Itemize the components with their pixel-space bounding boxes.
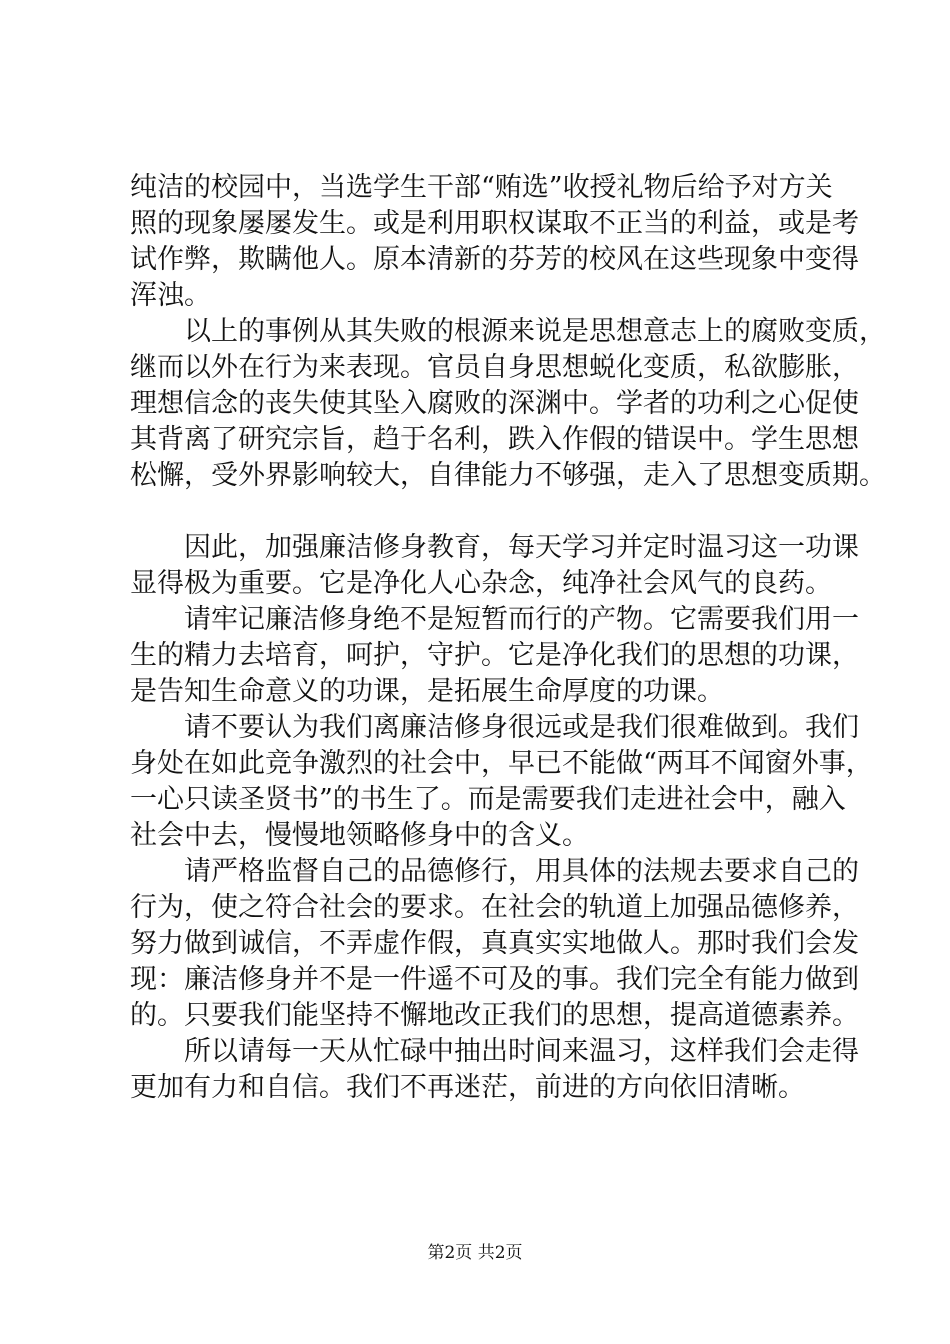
paragraph-line: 请牢记廉洁修身绝不是短暂而行的产物。它需要我们用一 — [184, 604, 859, 635]
paragraph — [130, 1034, 859, 1106]
paragraph-line: 一心只读圣贤书”的书生了。而是需要我们走进社会中，融入 — [130, 784, 846, 815]
paragraph-line: 的。只要我们能坚持不懈地改正我们的思想，提高道德素养。 — [130, 1000, 859, 1031]
paragraph-line: 请严格监督自己的品德修行，用具体的法规去要求自己的 — [184, 856, 859, 887]
paragraph — [130, 314, 886, 494]
paragraph-line: 以上的事例从其失败的根源来说是思想意志上的腐败变质， — [184, 316, 886, 347]
paragraph-line: 因此，加强廉洁修身教育，每天学习并定时温习这一功课 — [184, 532, 859, 563]
paragraph-line: 行为，使之符合社会的要求。在社会的轨道上加强品德修养， — [130, 892, 859, 923]
paragraph-line: 松懈，受外界影响较大，自律能力不够强，走入了思想变质期。 — [130, 460, 886, 491]
paragraph-line: 生的精力去培育，呵护，守护。它是净化我们的思想的功课， — [130, 640, 859, 671]
paragraph — [130, 530, 859, 602]
paragraph — [130, 602, 859, 710]
paragraph-line: 现：廉洁修身并不是一件遥不可及的事。我们完全有能力做到 — [130, 964, 859, 995]
paragraph-line: 显得极为重要。它是净化人心杂念，纯净社会风气的良药。 — [130, 568, 832, 599]
paragraph-line: 其背离了研究宗旨，趋于名利，跌入作假的错误中。学生思想 — [130, 424, 859, 455]
paragraph-line: 身处在如此竞争激烈的社会中，早已不能做“两耳不闻窗外事， — [130, 748, 873, 779]
paragraph-line: 理想信念的丧失使其坠入腐败的深渊中。学者的功利之心促使 — [130, 388, 859, 419]
paragraph-line: 社会中去，慢慢地领略修身中的含义。 — [130, 820, 589, 851]
paragraph — [130, 854, 859, 1034]
paragraph-line: 浑浊。 — [130, 280, 211, 311]
body-text — [130, 170, 886, 1106]
paragraph-line: 更加有力和自信。我们不再迷茫，前进的方向依旧清晰。 — [130, 1072, 805, 1103]
paragraph-line: 请不要认为我们离廉洁修身很远或是我们很难做到。我们 — [184, 712, 859, 743]
paragraph-line: 所以请每一天从忙碌中抽出时间来温习，这样我们会走得 — [184, 1036, 859, 1067]
paragraph-line: 试作弊，欺瞒他人。原本清新的芬芳的校风在这些现象中变得 — [130, 244, 859, 275]
paragraph-line: 努力做到诚信，不弄虚作假，真真实实地做人。那时我们会发 — [130, 928, 859, 959]
paragraph-line: 继而以外在行为来表现。官员自身思想蜕化变质，私欲膨胀， — [130, 352, 859, 383]
paragraph-line: 纯洁的校园中，当选学生干部“贿选”收授礼物后给予对方关 — [130, 172, 833, 203]
paragraph-line: 是告知生命意义的功课，是拓展生命厚度的功课。 — [130, 676, 724, 707]
paragraph-line: 照的现象屡屡发生。或是利用职权谋取不正当的利益，或是考 — [130, 208, 859, 239]
paragraph-gap — [130, 494, 832, 530]
page-footer: 第2页 共2页 — [427, 1243, 523, 1263]
paragraph — [130, 710, 873, 854]
paragraph — [130, 170, 859, 314]
